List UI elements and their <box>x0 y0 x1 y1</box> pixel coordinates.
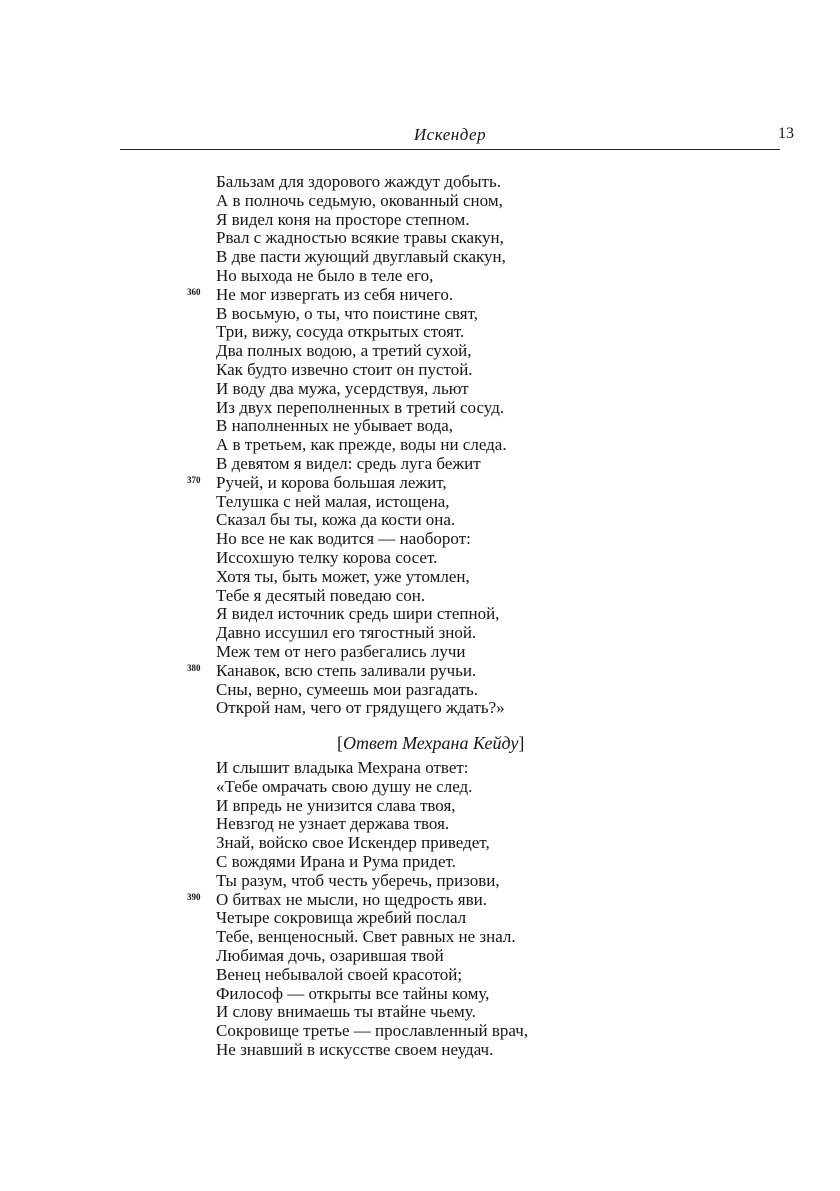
verse-line <box>216 549 596 568</box>
verse-line <box>216 947 596 966</box>
verse-line <box>216 323 596 342</box>
verse-text: И впредь не унизится слава твоя, <box>216 795 456 815</box>
verse-line <box>216 380 596 399</box>
verse-text: Телушка с ней малая, истощена, <box>216 491 450 511</box>
verse-text: Не знавший в искусстве своем неудач. <box>216 1039 494 1059</box>
verse-text: Невзгод не узнает держава твоя. <box>216 814 450 834</box>
verse-line <box>216 1022 596 1041</box>
verse-line <box>216 305 596 324</box>
verse-line <box>216 417 596 436</box>
verse-text: Сказал бы ты, кожа да кости она. <box>216 510 456 530</box>
verse-text: И слову внимаешь ты втайне чьему. <box>216 1002 476 1022</box>
running-title: Искендер <box>413 125 487 144</box>
line-number: 390 <box>187 891 201 902</box>
verse-line <box>216 966 596 985</box>
verse-line <box>216 797 596 816</box>
verse-line <box>216 248 596 267</box>
verse-text: Иссохшую телку корова сосет. <box>216 547 438 567</box>
verse-text: Философ — открыты все тайны кому, <box>216 983 490 1003</box>
verse-text: Любимая дочь, озарившая твой <box>216 945 444 965</box>
header-rule <box>120 149 780 150</box>
verse-text: В девятом я видел: средь луга бежит <box>216 453 481 473</box>
verse-text: Меж тем от него разбегались лучи <box>216 641 466 661</box>
running-head <box>120 125 794 151</box>
verse-text: Канавок, всю степь заливали ручьи. <box>216 660 477 680</box>
heading-title: Ответ Мехрана Кейду <box>343 733 519 753</box>
verse-text: Два полных водою, а третий сухой, <box>216 341 472 361</box>
verse-text: Из двух переполненных в третий сосуд. <box>216 397 505 417</box>
verse-text: «Тебе омрачать свою душу не след. <box>216 776 473 796</box>
verse-text: И воду два мужа, усердствуя, льют <box>216 378 469 398</box>
verse-text: Ручей, и корова большая лежит, <box>216 472 447 492</box>
verse-text: Но все не как водится — наоборот: <box>216 529 471 549</box>
verse-stanza-2 <box>187 758 596 1060</box>
verse-line <box>216 173 596 192</box>
verse-text: О битвах не мысли, но щедрость яви. <box>216 889 488 909</box>
verse-text: Хотя ты, быть может, уже утомлен, <box>216 566 470 586</box>
verse-text: Я видел коня на просторе степном. <box>216 209 470 229</box>
verse-line <box>216 1003 596 1022</box>
verse-text: Но выхода не было в теле его, <box>216 265 434 285</box>
verse-line <box>216 511 596 530</box>
verse-line <box>216 361 596 380</box>
verse-line <box>216 681 596 700</box>
verse-line <box>216 643 596 662</box>
verse-line <box>216 342 596 361</box>
verse-line <box>216 985 596 1004</box>
verse-line <box>216 455 596 474</box>
verse-text: Тебе я десятый поведаю сон. <box>216 585 426 605</box>
verse-text: Рвал с жадностью всякие травы скакун, <box>216 228 504 248</box>
verse-text: Ты разум, чтоб честь уберечь, призови, <box>216 870 500 890</box>
verse-line <box>187 284 596 305</box>
verse-text: Сны, верно, сумеешь мои разгадать. <box>216 679 479 699</box>
verse-text: Три, вижу, сосуда открытых стоят. <box>216 322 465 342</box>
verse-line <box>216 928 596 947</box>
verse-line <box>216 834 596 853</box>
verse-line <box>216 1041 596 1060</box>
line-number: 360 <box>187 286 201 297</box>
verse-text: Тебе, венценосный. Свет равных не знал. <box>216 927 516 947</box>
heading-bracket-open: [ <box>337 733 343 753</box>
verse-text: В восьмую, о ты, что поистине свят, <box>216 303 479 323</box>
verse-text: Венец небывалой своей красотой; <box>216 964 463 984</box>
page-number: 13 <box>778 125 794 142</box>
verse-line <box>216 192 596 211</box>
verse-text: Четыре сокровища жребий послал <box>216 908 467 928</box>
verse-text: А в третьем, как прежде, воды ни следа. <box>216 435 507 455</box>
verse-text: В наполненных не убывает вода, <box>216 416 454 436</box>
verse-line <box>216 587 596 606</box>
verse-line <box>187 889 596 910</box>
line-number: 380 <box>187 662 201 673</box>
verse-line <box>187 660 596 681</box>
verse-text: И слышит владыка Мехрана ответ: <box>216 758 469 777</box>
verse-text: Бальзам для здорового жаждут добыть. <box>216 172 501 191</box>
verse-line <box>187 472 596 493</box>
verse-line <box>216 759 596 778</box>
verse-line <box>216 211 596 230</box>
verse-text: Давно иссушил его тягостный зной. <box>216 623 477 643</box>
verse-line <box>216 699 596 718</box>
verse-line <box>216 909 596 928</box>
heading-bracket-close: ] <box>518 733 525 753</box>
verse-line <box>216 568 596 587</box>
verse-line <box>216 229 596 248</box>
verse-line <box>216 267 596 286</box>
verse-text: Открой нам, чего от грядущего ждать?» <box>216 698 505 718</box>
section-heading <box>337 733 524 754</box>
verse-text: Я видел источник средь шири степной, <box>216 604 500 624</box>
verse-line <box>216 493 596 512</box>
verse-text: С вождями Ирана и Рума придет. <box>216 851 456 871</box>
verse-text: Знай, войско свое Искендер приведет, <box>216 833 490 853</box>
verse-line <box>216 872 596 891</box>
verse-text: В две пасти жующий двуглавый скакун, <box>216 247 506 267</box>
line-number: 370 <box>187 474 201 485</box>
verse-line <box>216 399 596 418</box>
verse-line <box>216 605 596 624</box>
verse-line <box>216 624 596 643</box>
verse-text: Не мог извергать из себя ничего. <box>216 284 454 304</box>
verse-line <box>216 853 596 872</box>
verse-text: Сокровище третье — прославленный врач, <box>216 1021 529 1041</box>
verse-stanza-1 <box>187 172 596 718</box>
verse-text: Как будто извечно стоит он пустой. <box>216 359 473 379</box>
verse-line <box>216 436 596 455</box>
verse-text: А в полночь седьмую, окованный сном, <box>216 190 503 210</box>
verse-line <box>216 530 596 549</box>
verse-line <box>216 815 596 834</box>
verse-line <box>216 778 596 797</box>
